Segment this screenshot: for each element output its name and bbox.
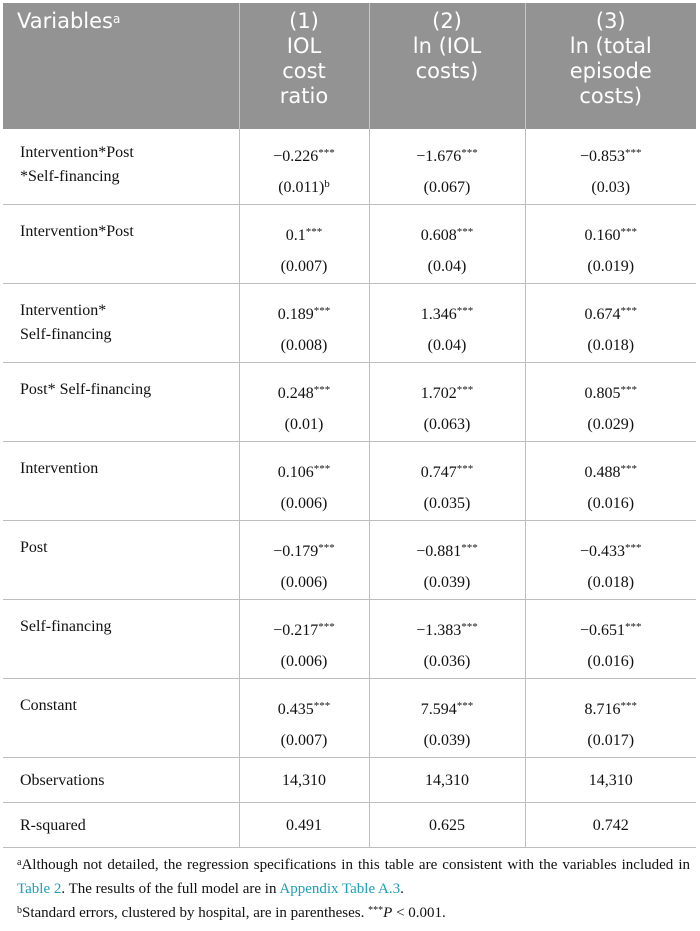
cell-col-1: −0.226*** $(0.011)^b$ — [239, 129, 369, 205]
table-row — [3, 284, 696, 363]
cell-col-3: 14,310 — [525, 758, 696, 803]
footnote-b: $^b$Standard errors, clustered by hospital, are in parentheses. ***P < 0.001. — [17, 905, 446, 921]
table-row — [3, 679, 696, 758]
header-variables: Variables$^a$ — [3, 3, 239, 129]
cell-col-3: 0.805*** (0.029) — [525, 363, 696, 442]
cell-col-1: −0.179*** (0.006) — [239, 521, 369, 600]
stats-row-r-squared — [3, 803, 696, 848]
row-label: Post* Self-financing — [3, 363, 239, 442]
cell-col-2: 1.346*** (0.04) — [369, 284, 525, 363]
cell-col-2: 7.594*** (0.039) — [369, 679, 525, 758]
cell-col-2: 1.702*** (0.063) — [369, 363, 525, 442]
table-row — [3, 600, 696, 679]
cell-col-1: 0.106*** (0.006) — [239, 442, 369, 521]
cell-col-3: 0.742 — [525, 803, 696, 848]
row-label: Post — [3, 521, 239, 600]
row-label: Constant — [3, 679, 239, 758]
cell-col-3: −0.853*** (0.03) — [525, 129, 696, 205]
row-label: Intervention* Self-financing — [3, 284, 239, 363]
cell-col-2: 0.608*** (0.04) — [369, 205, 525, 284]
header-col-2: (2) ln (IOL costs) — [369, 3, 525, 129]
cell-col-3: 0.160*** (0.019) — [525, 205, 696, 284]
table-2-link[interactable]: Table 2 — [17, 881, 62, 897]
table-row — [3, 129, 696, 205]
stats-row-observations — [3, 758, 696, 803]
cell-col-2: −1.383*** (0.036) — [369, 600, 525, 679]
cell-col-3: −0.651*** (0.016) — [525, 600, 696, 679]
cell-col-2: 0.747*** (0.035) — [369, 442, 525, 521]
footnote-a: $^a$Although not detailed, the regression specifications in this table are consistent with the variables included in Table 2. The results of the full model are in Appendix Table A.3. — [17, 857, 690, 897]
table-footnotes — [3, 848, 696, 925]
row-label: Intervention — [3, 442, 239, 521]
table-row — [3, 205, 696, 284]
cell-col-3: −0.433*** (0.018) — [525, 521, 696, 600]
header-col-3: (3) ln (total episode costs) — [525, 3, 696, 129]
cell-col-1: 0.435*** (0.007) — [239, 679, 369, 758]
table-row — [3, 363, 696, 442]
regression-table — [3, 3, 696, 848]
row-label: R-squared — [3, 803, 239, 848]
cell-col-1: −0.217*** (0.006) — [239, 600, 369, 679]
cell-col-2: 0.625 — [369, 803, 525, 848]
appendix-table-link[interactable]: Appendix Table A.3 — [279, 881, 401, 897]
table-row — [3, 442, 696, 521]
cell-col-3: 0.488*** (0.016) — [525, 442, 696, 521]
table-row — [3, 521, 696, 600]
row-label: Self-financing — [3, 600, 239, 679]
cell-col-2: −0.881*** (0.039) — [369, 521, 525, 600]
cell-col-1: 0.491 — [239, 803, 369, 848]
header-row — [3, 3, 696, 129]
row-label: Intervention*Post *Self-financing — [3, 129, 239, 205]
cell-col-1: 0.189*** (0.008) — [239, 284, 369, 363]
row-label: Intervention*Post — [3, 205, 239, 284]
cell-col-1: 0.1*** (0.007) — [239, 205, 369, 284]
cell-col-1: 14,310 — [239, 758, 369, 803]
cell-col-1: 0.248*** (0.01) — [239, 363, 369, 442]
header-col-1: (1) IOL cost ratio — [239, 3, 369, 129]
cell-col-3: 8.716*** (0.017) — [525, 679, 696, 758]
regression-table-wrapper — [3, 3, 696, 925]
row-label: Observations — [3, 758, 239, 803]
cell-col-2: −1.676*** (0.067) — [369, 129, 525, 205]
cell-col-2: 14,310 — [369, 758, 525, 803]
cell-col-3: 0.674*** (0.018) — [525, 284, 696, 363]
